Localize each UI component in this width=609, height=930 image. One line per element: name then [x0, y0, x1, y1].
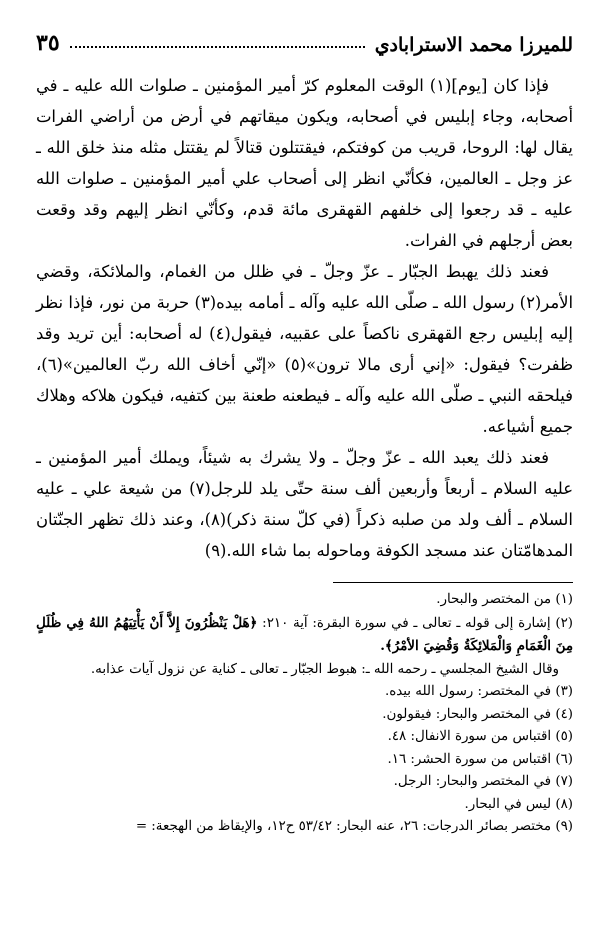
footnote-separator — [333, 582, 573, 583]
footnote-5: (٥) اقتباس من سورة الانفال: ٤٨. — [387, 729, 573, 744]
paragraph-1: فإذا كان [يوم](١) الوقت المعلوم كرّ أمير المؤمنين ـ صلوات الله عليه ـ في أصحابه، وجاء إبليس في أصحابه، ويكون ميقاتهم في أرض من أراضي الفرات يقال لها: الروحا، قريب من كوفتكم، فيقتتلون قتالاً لم يقتتل مثله منذ خلق الله ـ عز وجل ـ العالمين، فكأنّي انظر إلى أصحاب علي أمير المؤمنين ـ صلوات الله عليه ـ قد رجعوا إلى خلفهم القهقرى مائة قدم، وكأنّي انظر إليهم وقد وقعت بعض أرجلهم في الفرات. — [36, 76, 573, 250]
footnote-2-intro: (٢) إشارة إلى قوله ـ تعالى ـ في سورة البقرة: آية ٢١٠: — [262, 615, 573, 631]
footnote-7: (٧) في المختصر والبحار: الرجل. — [393, 774, 573, 789]
footnotes — [36, 589, 573, 839]
footnote-6: (٦) اقتباس من سورة الحشر: ١٦. — [387, 751, 573, 767]
page-number: ٣٥ — [36, 30, 60, 56]
footnote-9: (٩) مختصر بصائر الدرجات: ٢٦، عنه البحار: ٥٣/٤٢ ح١٢، والإيقاظ من الهجعة: = — [135, 819, 573, 834]
footnote-2-continuation: وقال الشيخ المجلسي ـ رحمه الله ـ: هبوط الجبّار ـ تعالى ـ كناية عن نزول آيات عذابه. — [90, 661, 559, 677]
running-header — [36, 26, 573, 56]
running-title: للميرزا محمد الاسترابادي — [374, 34, 573, 56]
paragraph-3: فعند ذلك يعبد الله ـ عزّ وجلّ ـ ولا يشرك به شيئاً، ويملك أمير المؤمنين ـ عليه السلام ـ أربعاً وأربعين ألف سنة حتّى يلد للرجل(٧) من شيعة علي ـ عليه السلام ـ ألف ولد من صلبه ذكراً (في كلّ سنة ذكر)(٨)، وعند ذلك تظهر الجنّتان المدهامّتان عند مسجد الكوفة وماحوله بما شاء الله.(٩) — [36, 448, 574, 560]
header-dotted-leader — [70, 46, 365, 48]
footnote-1: (١) من المختصر والبحار. — [436, 592, 573, 607]
footnote-2 — [36, 612, 573, 659]
footnote-2-quran-verse: ﴿هَلْ يَنْظُرُونَ إِلاَّ أَنْ يَأْتِيَهُمُ اللهُ فِي ظُلَلٍ مِنَ الْغَمَامِ وَالْمَلائِكَةُ وَقُضِيَ الأمْرُ﴾. — [36, 614, 573, 654]
main-text — [36, 70, 573, 566]
footnote-8: (٨) ليس في البحار. — [464, 796, 573, 812]
footnote-3: (٣) في المختصر: رسول الله بيده. — [384, 684, 573, 699]
paragraph-2: فعند ذلك يهبط الجبّار ـ عزّ وجلّ ـ في ظلل من الغمام، والملائكة، وقضي الأمر(٢) رسول الله ـ صلّى الله عليه وآله ـ أمامه بيده(٣) حربة من نور، فإذا نظر إليه إبليس رجع القهقرى ناكصاً على عقبيه، فيقول(٤) له أصحابه: أين تريد وقد ظفرت؟ فيقول: «إني أرى مالا ترون»(٥) «إنّي أخاف الله ربّ العالمين»(٦)، فيلحقه النبي ـ صلّى الله عليه وآله ـ فيطعنه طعنة بين كتفيه، فيكون هلاكه وهلاك جميع أشياعه. — [36, 262, 573, 436]
footnote-4: (٤) في المختصر والبحار: فيقولون. — [382, 706, 573, 722]
